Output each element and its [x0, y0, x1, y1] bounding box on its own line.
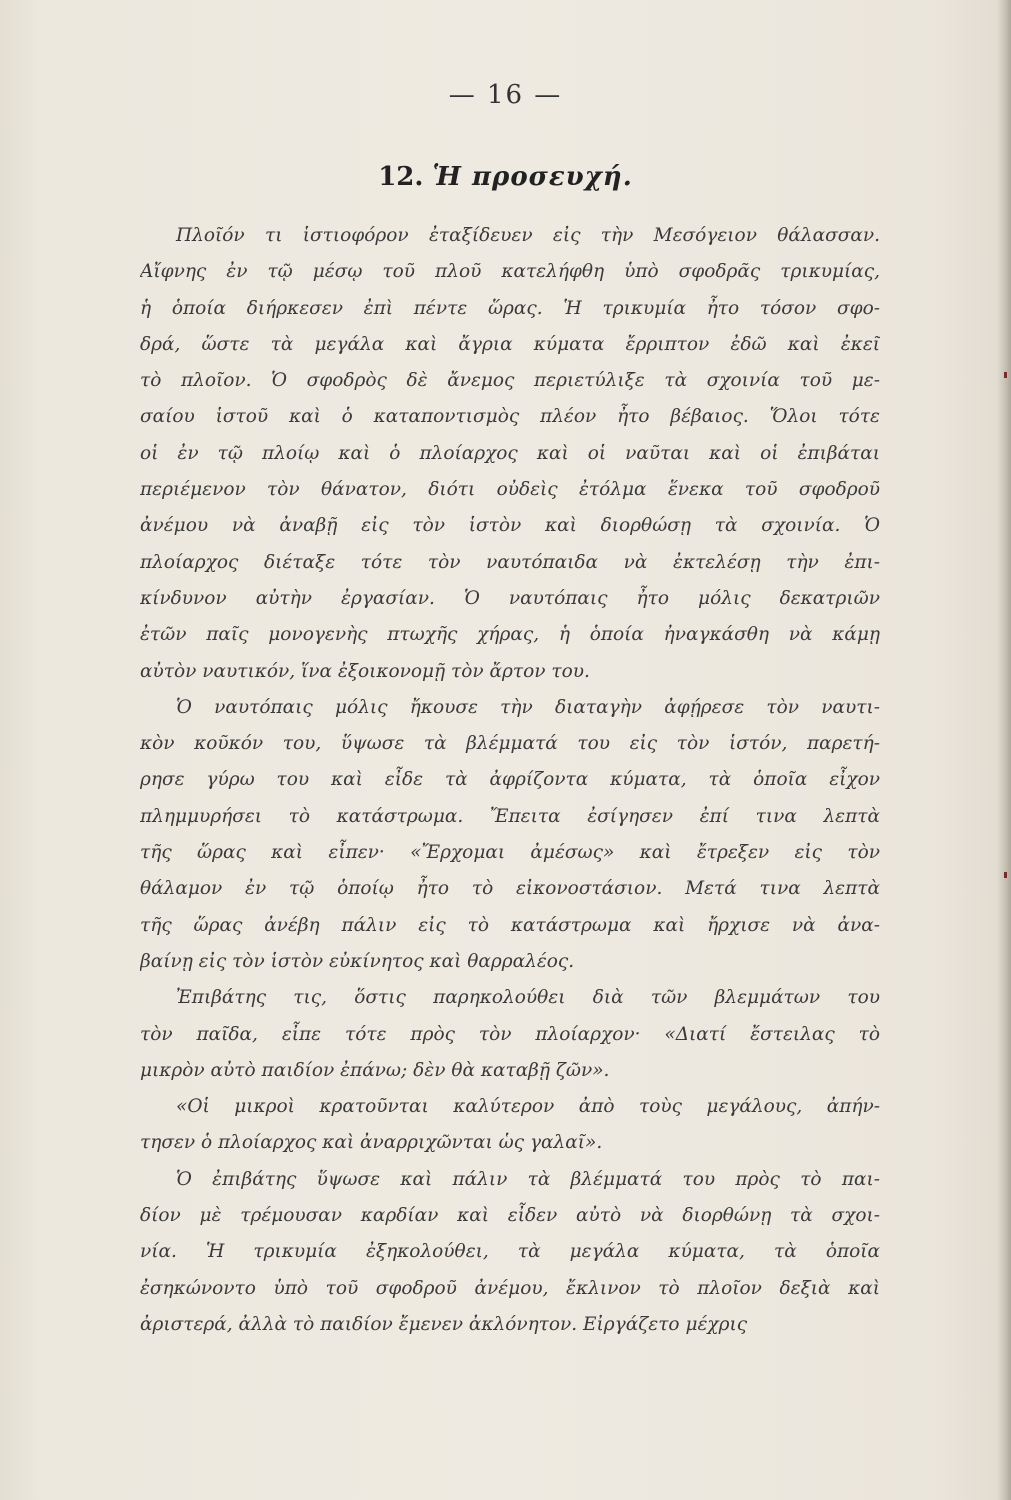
text-line: αὐτὸν ναυτικόν, ἵνα ἐξοικονομῇ τὸν ἄρτον του.: [140, 660, 590, 682]
text-line: τησεν ὁ πλοίαρχος καὶ ἀναρριχῶνται ὡς γαλαῖ».: [140, 1132, 603, 1154]
paragraph: [140, 690, 880, 980]
text-line: σαίου ἱστοῦ καὶ ὁ καταποντισμὸς πλέον ἦτο βέβαιος. Ὅλοι τότε: [140, 406, 880, 428]
paragraph: [140, 1089, 880, 1162]
text-line: πλημμυρήσει τὸ κατάστρωμα. Ἔπειτα ἐσίγησεν ἐπί τινα λεπτὰ: [140, 805, 880, 827]
text-line: Ἐπιβάτης τις, ὅστις παρηκολούθει διὰ τῶν βλεμμάτων του: [176, 987, 880, 1009]
edge-mark: [1004, 372, 1007, 378]
text-line: πλοίαρχος διέταξε τότε τὸν ναυτόπαιδα νὰ ἐκτελέσῃ τὴν ἐπι-: [140, 551, 880, 573]
text-line: ἀνέμου νὰ ἀναβῇ εἰς τὸν ἱστὸν καὶ διορθώσῃ τὰ σχοινία. Ὁ: [140, 515, 880, 537]
text-line: τὸ πλοῖον. Ὁ σφοδρὸς δὲ ἄνεμος περιετύλιξε τὰ σχοινία τοῦ με-: [140, 370, 880, 392]
paragraph: [140, 980, 880, 1089]
edge-mark: [1004, 872, 1007, 878]
text-line: κὸν κοῦκόν του, ὕψωσε τὰ βλέμματά του εἰς τὸν ἱστόν, παρετή-: [140, 733, 880, 755]
text-line: Ὁ ἐπιβάτης ὕψωσε καὶ πάλιν τὰ βλέμματά του πρὸς τὸ παι-: [176, 1168, 880, 1190]
text-line: βαίνῃ εἰς τὸν ἱστὸν εὐκίνητος καὶ θαρραλέος.: [140, 950, 575, 972]
text-line: περιέμενον τὸν θάνατον, διότι οὐδεὶς ἐτόλμα ἕνεκα τοῦ σφοδροῦ: [140, 479, 880, 501]
text-line: κίνδυνον αὐτὴν ἐργασίαν. Ὁ ναυτόπαις ἦτο μόλις δεκατριῶν: [140, 587, 880, 609]
text-line: Αἴφνης ἐν τῷ μέσῳ τοῦ πλοῦ κατελήφθη ὑπὸ σφοδρᾶς τρικυμίας,: [140, 261, 880, 283]
text-line: δίον μὲ τρέμουσαν καρδίαν καὶ εἶδεν αὐτὸ νὰ διορθώνῃ τὰ σχοι-: [140, 1205, 880, 1227]
text-line: θάλαμον ἐν τῷ ὁποίῳ ἦτο τὸ εἰκονοστάσιον. Μετά τινα λεπτὰ: [140, 878, 880, 900]
text-line: μικρὸν αὐτὸ παιδίον ἐπάνω; δὲν θὰ καταβῇ ζῶν».: [140, 1059, 610, 1081]
page-number: — 16 —: [448, 80, 563, 110]
chapter-number: 12.: [378, 162, 424, 192]
paragraph: [140, 218, 880, 690]
paragraph: [140, 1162, 880, 1343]
text-line: δρά, ὥστε τὰ μεγάλα καὶ ἄγρια κύματα ἔρριπτον ἐδῶ καὶ ἐκεῖ: [140, 333, 880, 355]
text-line: Πλοῖόν τι ἱστιοφόρον ἐταξίδευεν εἰς τὴν Μεσόγειον θάλασσαν.: [176, 225, 880, 246]
body-text: [140, 218, 880, 1343]
text-line: ἐτῶν παῖς μονογενὴς πτωχῆς χήρας, ἡ ὁποία ἠναγκάσθη νὰ κάμῃ: [140, 624, 880, 646]
page-binding-edge: [997, 0, 1011, 1500]
chapter-heading: Ἡ προσευχή.: [432, 162, 633, 192]
text-line: ἀριστερά, ἀλλὰ τὸ παιδίον ἔμενεν ἀκλόνητον. Εἰργάζετο μέχρις: [140, 1313, 748, 1335]
text-line: ρησε γύρω του καὶ εἶδε τὰ ἀφρίζοντα κύματα, τὰ ὁποῖα εἶχον: [140, 769, 880, 791]
text-line: τῆς ὥρας ἀνέβη πάλιν εἰς τὸ κατάστρωμα καὶ ἤρχισε νὰ ἀνα-: [140, 914, 880, 936]
text-line: νία. Ἡ τρικυμία ἐξηκολούθει, τὰ μεγάλα κύματα, τὰ ὁποῖα: [140, 1241, 880, 1263]
text-line: ἐσηκώνοντο ὑπὸ τοῦ σφοδροῦ ἀνέμου, ἔκλινον τὸ πλοῖον δεξιὰ καὶ: [140, 1277, 880, 1299]
text-line: οἱ ἐν τῷ πλοίῳ καὶ ὁ πλοίαρχος καὶ οἱ ναῦται καὶ οἱ ἐπιβάται: [140, 442, 880, 464]
text-line: ἡ ὁποία διήρκεσεν ἐπὶ πέντε ὥρας. Ἡ τρικυμία ἦτο τόσον σφο-: [140, 297, 880, 319]
text-line: τὸν παῖδα, εἶπε τότε πρὸς τὸν πλοίαρχον· «Διατί ἔστειλας τὸ: [140, 1023, 880, 1045]
chapter-title: [0, 162, 1011, 192]
text-line: «Οἱ μικροὶ κρατοῦνται καλύτερον ἀπὸ τοὺς μεγάλους, ἀπήν-: [176, 1096, 880, 1118]
text-line: τῆς ὥρας καὶ εἶπεν· «Ἔρχομαι ἀμέσως» καὶ ἔτρεξεν εἰς τὸν: [140, 842, 880, 864]
text-line: Ὁ ναυτόπαις μόλις ἤκουσε τὴν διαταγὴν ἀφῄρεσε τὸν ναυτι-: [176, 696, 880, 718]
